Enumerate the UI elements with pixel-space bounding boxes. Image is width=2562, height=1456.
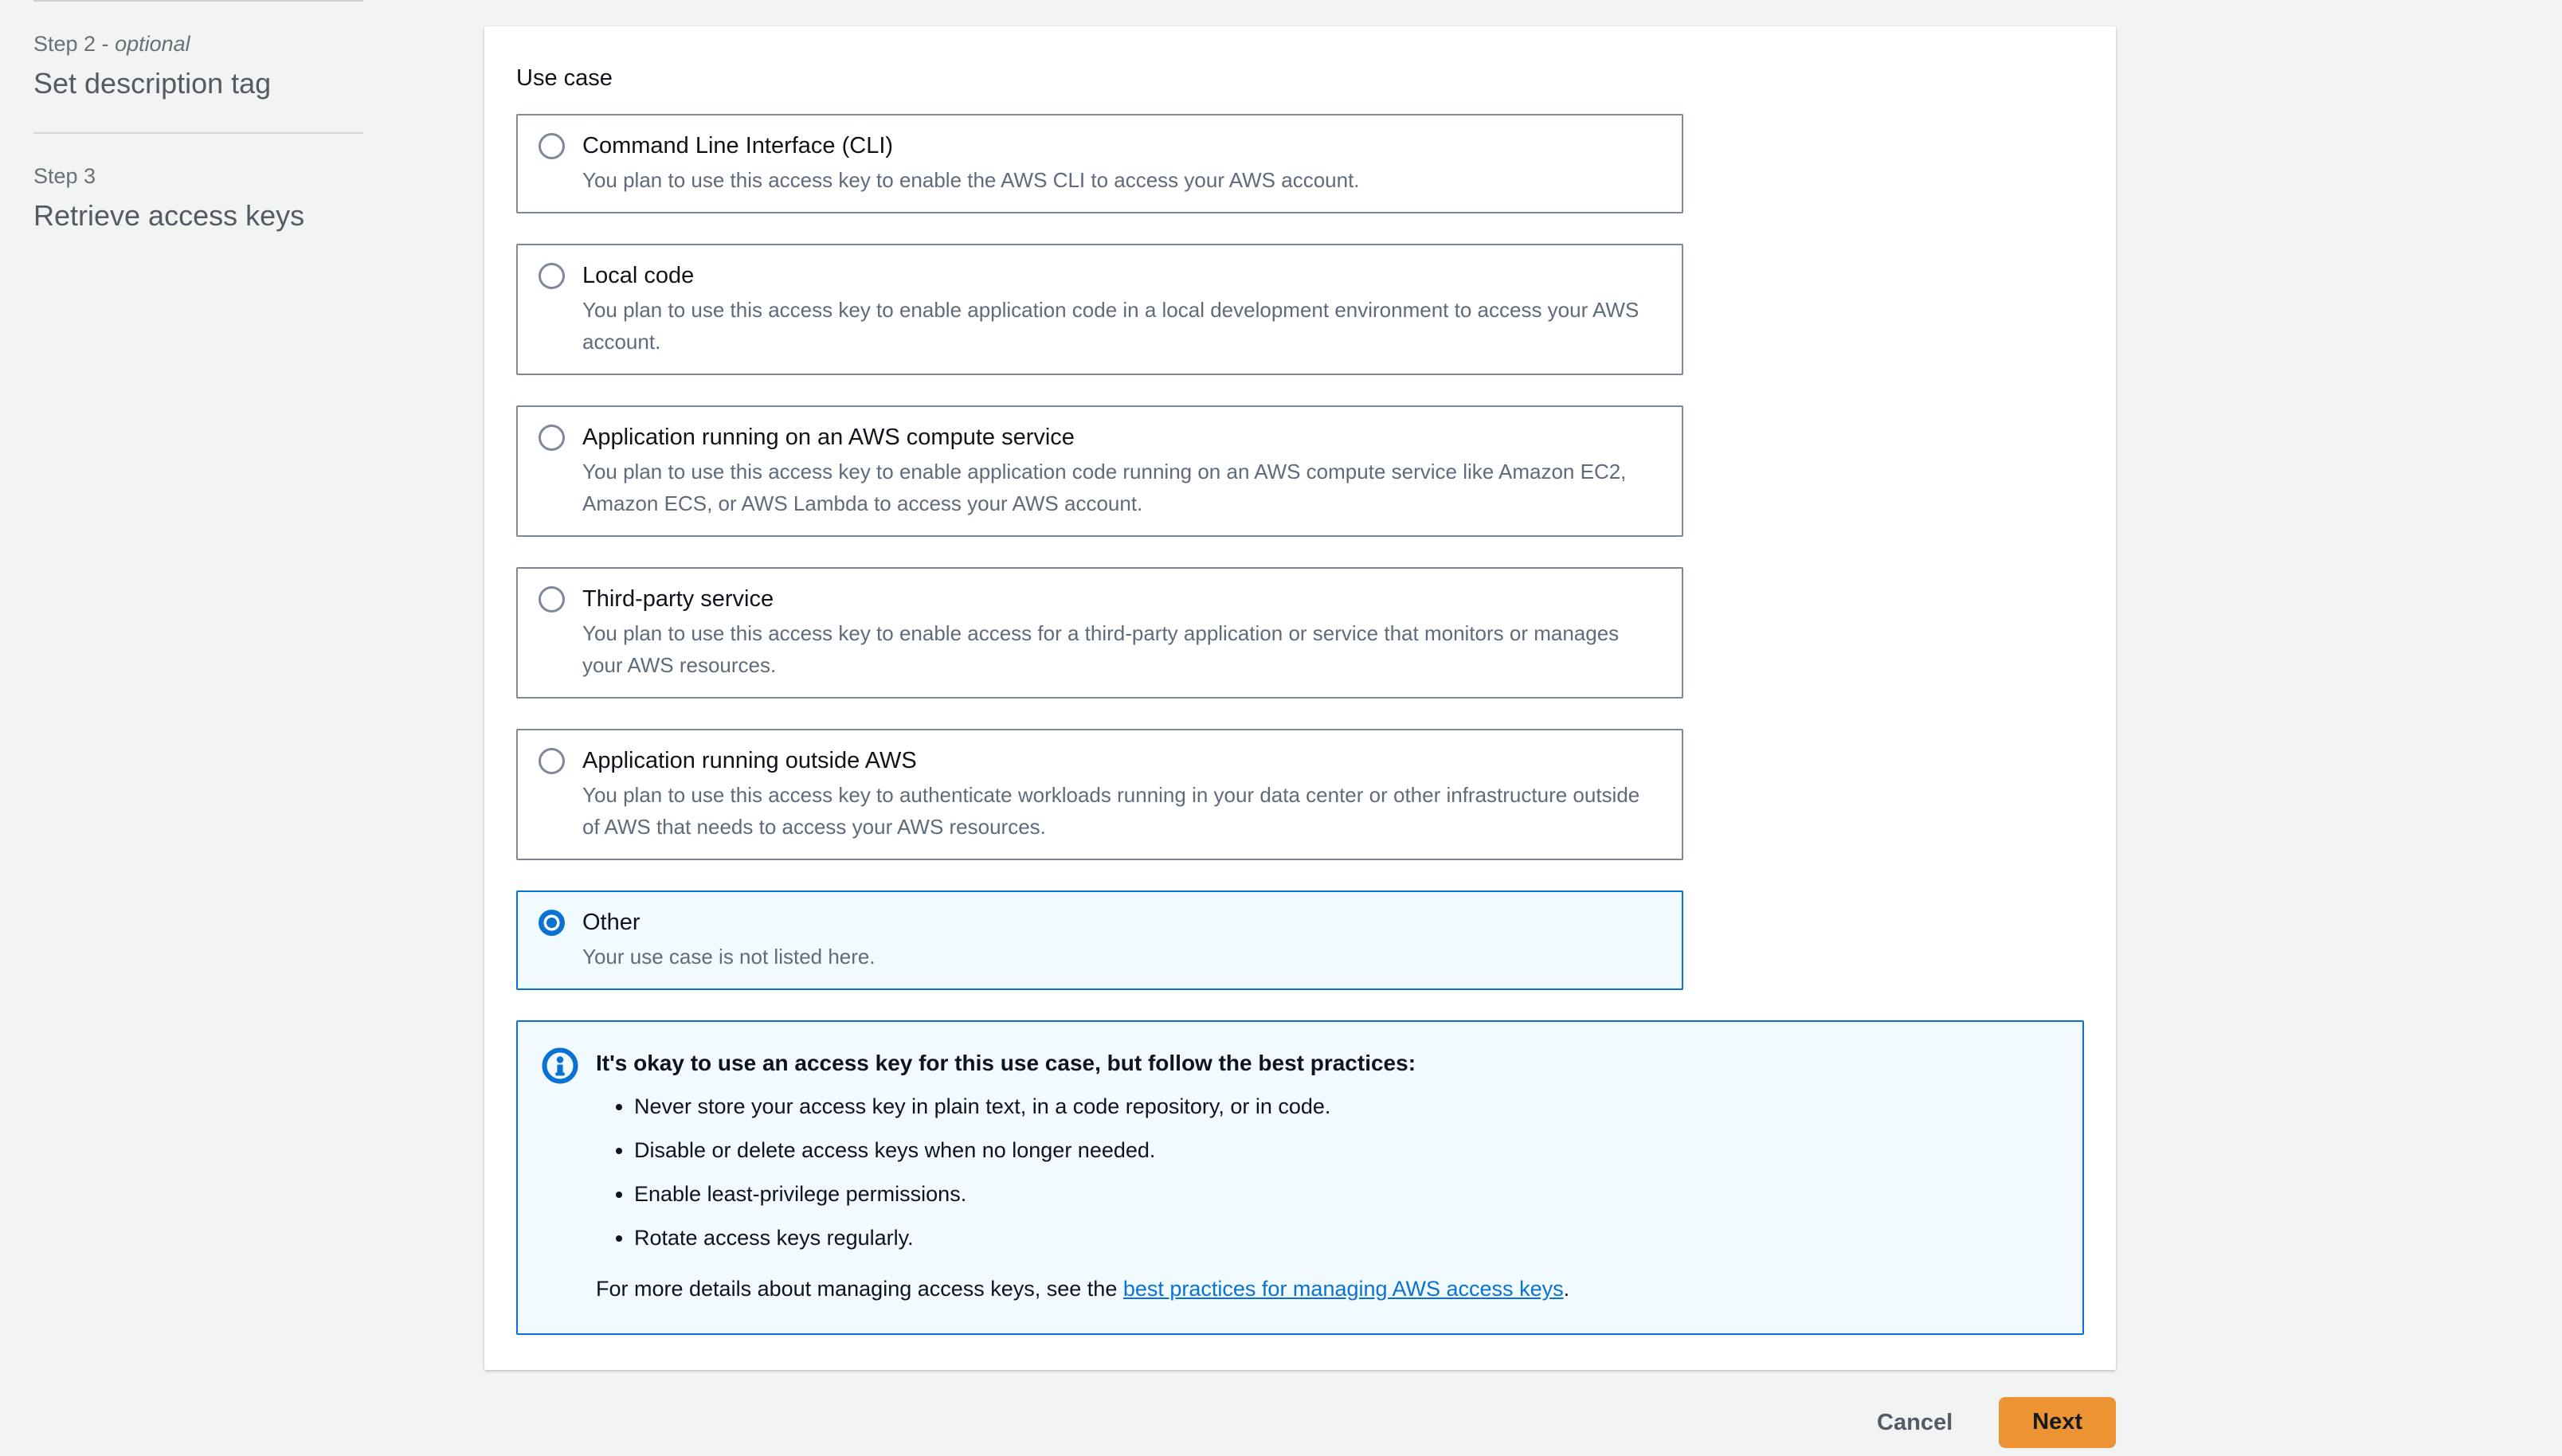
option-description: You plan to use this access key to authenticate workloads running in your data center or other infrastructure outside of AWS that needs to access your AWS resources. [582,783,1640,839]
best-practice-item: • Rotate access keys regularly. [634,1222,1569,1254]
use-case-option[interactable] [516,729,1683,860]
wizard-steps-sidebar [33,0,363,264]
use-case-option[interactable] [516,114,1683,213]
sidebar-step-3 [33,132,363,264]
alert-body [596,1046,1569,1305]
sidebar-step-2 [33,0,363,132]
alert-footer-period: . [1563,1277,1570,1301]
alert-footer [596,1273,1569,1305]
best-practice-item: • Disable or delete access keys when no longer needed. [634,1134,1569,1166]
step-title-retrieve-access-keys: Retrieve access keys [33,199,305,232]
step-label-optional: optional [115,32,190,56]
info-alert [516,1020,2084,1335]
footer-actions [484,1397,2116,1456]
info-icon [542,1047,578,1088]
alert-title: It's okay to use an access key for this use case, but follow the best practices: [596,1051,1416,1075]
option-title: Application running on an AWS compute service [582,425,1075,450]
step-label-text: Step 3 [33,164,96,188]
use-case-option[interactable] [516,405,1683,537]
option-description: Your use case is not listed here. [582,945,876,969]
main-content [484,26,2116,1456]
use-case-option[interactable] [516,244,1683,375]
best-practice-item: • Never store your access key in plain text, in a code repository, or in code. [634,1090,1569,1122]
step-label [33,30,363,57]
option-description: You plan to use this access key to enable application code in a local development environment to access your AWS account. [582,298,1639,354]
radio-button[interactable] [539,133,565,159]
option-title: Command Line Interface (CLI) [582,133,894,159]
option-title: Other [582,910,640,935]
radio-button[interactable] [539,425,565,451]
option-title: Application running outside AWS [582,748,917,773]
use-case-option[interactable] [516,567,1683,699]
option-description: You plan to use this access key to enable access for a third-party application or service that monitors or manages your AWS resources. [582,621,1620,677]
best-practices-link[interactable]: best practices for managing AWS access keys [1122,1277,1564,1301]
option-title: Third-party service [582,586,774,612]
use-case-option[interactable] [516,890,1683,990]
use-case-options [516,114,1683,990]
radio-button[interactable] [539,910,565,936]
step-label-text: Step 2 - [33,32,116,56]
use-case-section-label: Use case [516,65,613,91]
best-practices-list [596,1090,1569,1254]
step-title-set-description-tag: Set description tag [33,67,272,100]
step-label [33,162,363,190]
option-text [582,906,876,973]
option-description: You plan to use this access key to enable the AWS CLI to access your AWS account. [582,168,1360,192]
alert-footer-text: For more details about managing access keys, see the [596,1277,1123,1301]
best-practice-item: • Enable least-privilege permissions. [634,1178,1569,1210]
next-button[interactable]: Next [1999,1397,2116,1448]
cancel-button[interactable]: Cancel [1877,1409,1953,1435]
radio-button[interactable] [539,748,565,774]
option-description: You plan to use this access key to enable application code running on an AWS compute service like Amazon EC2, Amazon ECS, or AWS Lambda to access your AWS account. [582,460,1627,515]
option-text [582,745,1661,843]
option-title: Local code [582,263,695,288]
radio-button[interactable] [539,263,565,289]
use-case-panel [484,26,2116,1370]
option-text [582,260,1661,358]
option-text [582,130,1360,196]
option-text [582,583,1661,681]
radio-button[interactable] [539,586,565,613]
option-text [582,421,1661,519]
